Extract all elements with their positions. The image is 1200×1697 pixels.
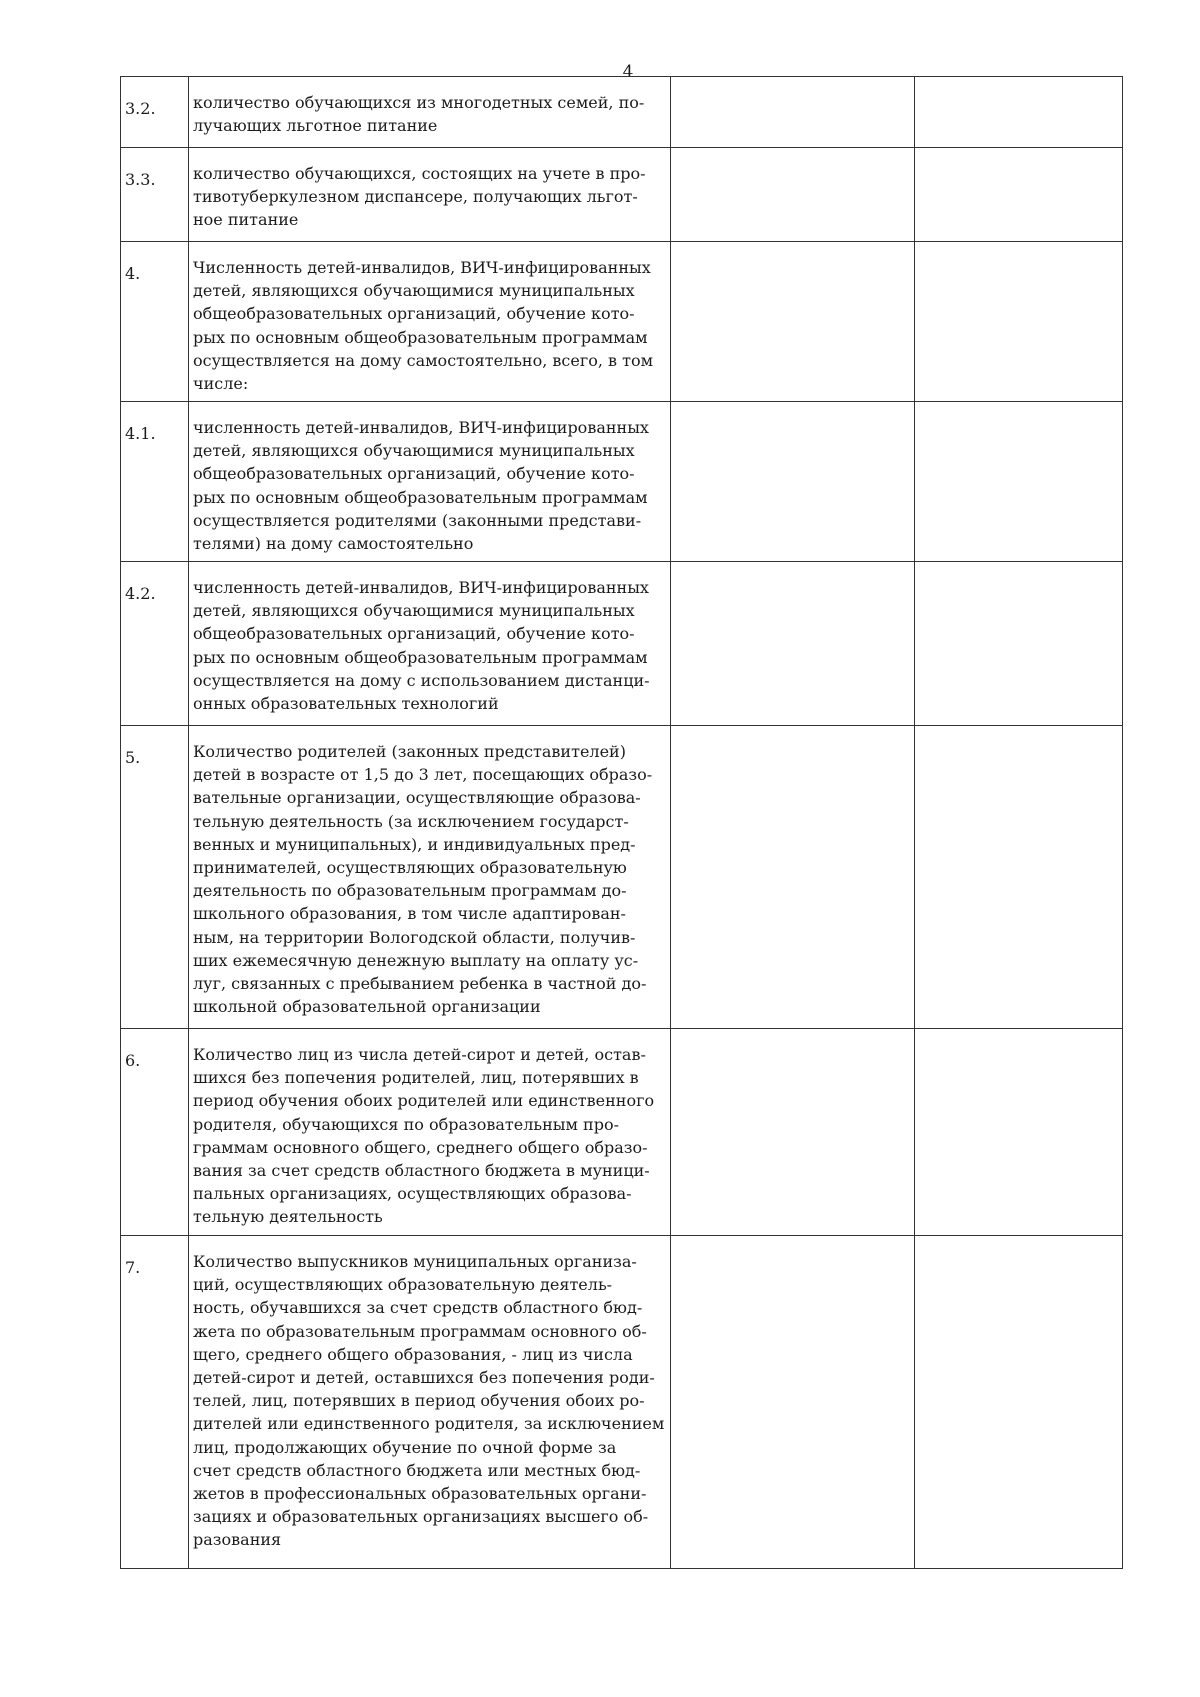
value-cell <box>915 148 1123 242</box>
table-row <box>121 1029 1123 1236</box>
table-row <box>121 726 1123 1029</box>
value-cell <box>671 77 915 148</box>
value-cell <box>671 402 915 562</box>
report-table <box>120 76 1123 1569</box>
row-description: Количество родителей (законных представителей) детей в возрасте от 1,5 до 3 лет, посещающих образо- вательные организации, осуществляющие образова- тельную деятельность (за исключением государст- венных и муниципальных), и индивидуальных пред- принимателей, осуществляющих образовательную деятельность по образовательным программам до- школьного образования, в том числе адаптирован- ным, на территории Вологодской области, получив- ших ежемесячную денежную выплату на оплату ус- луг, связанных с пребыванием ребенка в частной до- школьной образовательной организации <box>189 726 671 1029</box>
table-row <box>121 242 1123 402</box>
table-row <box>121 77 1123 148</box>
row-description: Количество лиц из числа детей-сирот и детей, остав- шихся без попечения родителей, лиц, потерявших в период обучения обоих родителей или единственного родителя, обучающихся по образовательным про- граммам основного общего, среднего общего образо- вания за счет средств областного бюджета в муници- пальных организациях, осуществляющих образова- тельную деятельность <box>189 1029 671 1236</box>
row-number: 5. <box>121 726 189 1029</box>
value-cell <box>915 402 1123 562</box>
row-number: 6. <box>121 1029 189 1236</box>
row-number: 3.2. <box>121 77 189 148</box>
value-cell <box>915 242 1123 402</box>
value-cell <box>671 1029 915 1236</box>
row-description: Количество выпускников муниципальных организа- ций, осуществляющих образовательную деятель- ность, обучавшихся за счет средств областного бюд- жета по образовательным программам основного об- щего, среднего общего образования, - лиц из числа детей-сирот и детей, оставшихся без попечения роди- телей, лиц, потерявших в период обучения обоих ро- дителей или единственного родителя, за исключением лиц, продолжающих обучение по очной форме за счет средств областного бюджета или местных бюд- жетов в профессиональных образовательных органи- зациях и образовательных организациях высшего об- разования <box>189 1236 671 1569</box>
row-number: 4. <box>121 242 189 402</box>
row-description: численность детей-инвалидов, ВИЧ-инфицированных детей, являющихся обучающимися муниципальных общеобразовательных организаций, обучение кото- рых по основным общеобразовательным программам осуществляется на дому с использованием дистанци- онных образовательных технологий <box>189 562 671 726</box>
page-number: 4 <box>622 62 634 82</box>
value-cell <box>915 726 1123 1029</box>
row-description: Численность детей-инвалидов, ВИЧ-инфицированных детей, являющихся обучающимися муниципальных общеобразовательных организаций, обучение кото- рых по основным общеобразовательным программам осуществляется на дому самостоятельно, всего, в том числе: <box>189 242 671 402</box>
row-number: 4.1. <box>121 402 189 562</box>
row-number: 3.3. <box>121 148 189 242</box>
value-cell <box>671 1236 915 1569</box>
value-cell <box>671 562 915 726</box>
value-cell <box>915 1029 1123 1236</box>
row-description: количество обучающихся из многодетных семей, по- лучающих льготное питание <box>189 77 671 148</box>
value-cell <box>671 148 915 242</box>
value-cell <box>915 562 1123 726</box>
value-cell <box>915 77 1123 148</box>
value-cell <box>671 726 915 1029</box>
row-number: 7. <box>121 1236 189 1569</box>
table-row <box>121 148 1123 242</box>
table-row <box>121 402 1123 562</box>
row-description: количество обучающихся, состоящих на учете в про- тивотуберкулезном диспансере, получающих льгот- ное питание <box>189 148 671 242</box>
table-row <box>121 1236 1123 1569</box>
value-cell <box>915 1236 1123 1569</box>
row-description: численность детей-инвалидов, ВИЧ-инфицированных детей, являющихся обучающимися муниципальных общеобразовательных организаций, обучение кото- рых по основным общеобразовательным программам осуществляется родителями (законными представи- телями) на дому самостоятельно <box>189 402 671 562</box>
table-row <box>121 562 1123 726</box>
value-cell <box>671 242 915 402</box>
row-number: 4.2. <box>121 562 189 726</box>
